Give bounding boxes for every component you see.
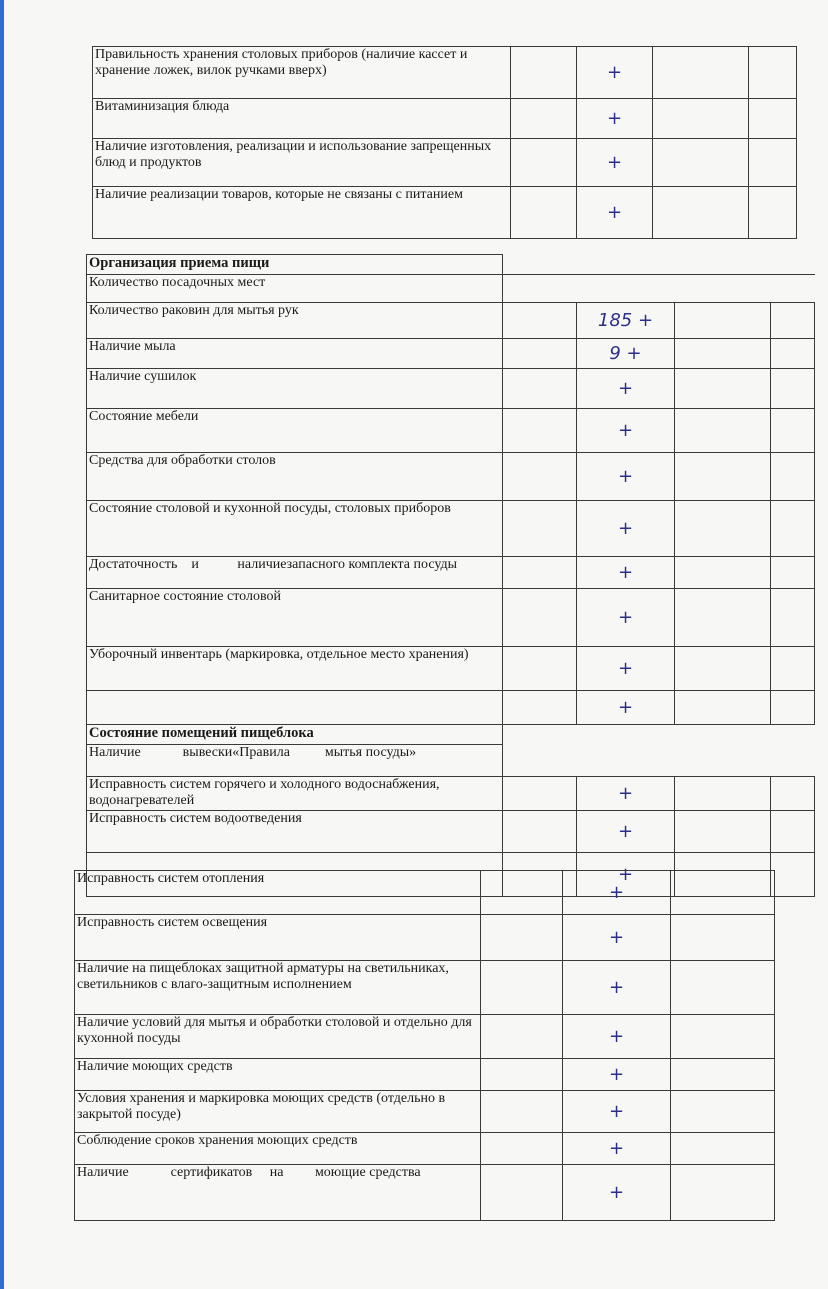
table-row — [87, 691, 815, 725]
handwritten-mark: + — [577, 99, 653, 139]
cell-empty — [503, 745, 815, 777]
table-row — [87, 409, 815, 453]
cell-empty — [511, 187, 577, 239]
cell-empty — [503, 725, 815, 745]
table-row — [93, 139, 797, 187]
handwritten-mark: + — [563, 1015, 671, 1059]
cell-empty — [771, 557, 815, 589]
table-row — [87, 745, 815, 777]
cell-empty — [675, 811, 771, 853]
row-label: Наличие на пищеблоках защитной арматуры на светильниках, светильников с влаго-защитным исполнением — [75, 961, 481, 1015]
cell-empty — [481, 871, 563, 915]
scan-edge — [0, 0, 4, 1289]
cell-empty — [503, 811, 577, 853]
inspection-table-part3 — [74, 870, 775, 1221]
cell-empty — [481, 1059, 563, 1091]
handwritten-mark: + — [577, 501, 675, 557]
cell-empty — [671, 1091, 775, 1133]
cell-empty — [749, 139, 797, 187]
handwritten-mark: + — [577, 691, 675, 725]
table-row — [75, 1059, 775, 1091]
row-label: Наличие сертификатов на моющие средства — [75, 1165, 481, 1221]
cell-empty — [503, 453, 577, 501]
cell-empty — [771, 453, 815, 501]
cell-empty — [771, 691, 815, 725]
cell-empty — [771, 369, 815, 409]
cell-empty — [675, 557, 771, 589]
cell-empty — [671, 871, 775, 915]
cell-empty — [675, 453, 771, 501]
cell-empty — [771, 501, 815, 557]
table-row — [87, 557, 815, 589]
cell-empty — [653, 99, 749, 139]
table-row — [75, 1091, 775, 1133]
row-label: Наличие моющих средств — [75, 1059, 481, 1091]
cell-empty — [503, 589, 577, 647]
cell-empty — [771, 409, 815, 453]
row-label: Состояние столовой и кухонной посуды, столовых приборов — [87, 501, 503, 557]
table-row — [93, 187, 797, 239]
handwritten-mark: 185 + — [577, 303, 675, 339]
table-row — [87, 369, 815, 409]
handwritten-mark: + — [563, 1133, 671, 1165]
cell-empty — [671, 1165, 775, 1221]
row-label: Наличие вывески«Правила мытья посуды» — [87, 745, 503, 777]
row-label: Санитарное состояние столовой — [87, 589, 503, 647]
table-row — [87, 275, 815, 303]
row-label: Исправность систем освещения — [75, 915, 481, 961]
section-header-row — [87, 255, 815, 275]
cell-empty — [671, 915, 775, 961]
handwritten-mark: + — [577, 589, 675, 647]
table-row — [93, 99, 797, 139]
section-title: Организация приема пищи — [87, 255, 503, 275]
handwritten-mark: + — [577, 647, 675, 691]
handwritten-mark: + — [577, 47, 653, 99]
cell-empty — [749, 99, 797, 139]
row-label: Наличие мыла — [87, 339, 503, 369]
cell-empty — [503, 303, 577, 339]
cell-empty — [503, 255, 815, 275]
table-row — [87, 453, 815, 501]
cell-empty — [671, 1015, 775, 1059]
cell-empty — [771, 777, 815, 811]
cell-empty — [771, 589, 815, 647]
cell-empty — [675, 339, 771, 369]
handwritten-mark: 9 + — [577, 339, 675, 369]
row-label: Правильность хранения столовых приборов (наличие кассет и хранение ложек, вилок ручками вверх) — [93, 47, 511, 99]
row-label: Условия хранения и маркировка моющих средств (отдельно в закрытой посуде) — [75, 1091, 481, 1133]
handwritten-mark: + — [577, 187, 653, 239]
handwritten-mark: + — [577, 409, 675, 453]
cell-empty — [503, 339, 577, 369]
inspection-table-part2 — [86, 254, 815, 897]
cell-empty — [503, 647, 577, 691]
handwritten-mark: + — [577, 811, 675, 853]
table-row — [75, 1015, 775, 1059]
handwritten-mark: + — [563, 961, 671, 1015]
handwritten-mark: + — [563, 1165, 671, 1221]
cell-empty — [675, 691, 771, 725]
cell-empty — [511, 47, 577, 99]
inspection-table-part1 — [92, 46, 797, 239]
cell-empty — [481, 1015, 563, 1059]
row-label — [87, 691, 503, 725]
row-label: Витаминизация блюда — [93, 99, 511, 139]
table-row — [93, 47, 797, 99]
cell-empty — [771, 811, 815, 853]
table-row — [87, 777, 815, 811]
cell-empty — [511, 99, 577, 139]
table-row — [87, 339, 815, 369]
table-row — [75, 961, 775, 1015]
table-row — [87, 589, 815, 647]
cell-empty — [675, 369, 771, 409]
cell-empty — [503, 369, 577, 409]
handwritten-mark: + — [563, 915, 671, 961]
table-row — [75, 915, 775, 961]
row-label: Исправность систем водоотведения — [87, 811, 503, 853]
table-row — [87, 303, 815, 339]
cell-empty — [481, 1133, 563, 1165]
cell-empty — [675, 589, 771, 647]
row-label: Наличие изготовления, реализации и использование запрещенных блюд и продуктов — [93, 139, 511, 187]
row-label: Средства для обработки столов — [87, 453, 503, 501]
cell-empty — [503, 777, 577, 811]
row-label: Наличие сушилок — [87, 369, 503, 409]
cell-empty — [503, 409, 577, 453]
table-row — [75, 871, 775, 915]
section-title: Состояние помещений пищеблока — [87, 725, 503, 745]
handwritten-mark: + — [577, 453, 675, 501]
cell-empty — [675, 647, 771, 691]
cell-empty — [503, 557, 577, 589]
cell-empty — [671, 1133, 775, 1165]
table-row — [87, 647, 815, 691]
row-label: Состояние мебели — [87, 409, 503, 453]
cell-empty — [771, 647, 815, 691]
cell-empty — [675, 303, 771, 339]
table-row — [75, 1133, 775, 1165]
cell-empty — [481, 1165, 563, 1221]
cell-empty — [481, 915, 563, 961]
row-label: Исправность систем горячего и холодного водоснабжения, водонагревателей — [87, 777, 503, 811]
cell-empty — [749, 187, 797, 239]
cell-empty — [511, 139, 577, 187]
cell-empty — [503, 275, 815, 303]
handwritten-mark: + — [577, 139, 653, 187]
cell-empty — [653, 187, 749, 239]
row-label: Соблюдение сроков хранения моющих средств — [75, 1133, 481, 1165]
cell-empty — [653, 47, 749, 99]
row-label: Достаточность и наличиезапасного комплекта посуды — [87, 557, 503, 589]
cell-empty — [481, 961, 563, 1015]
handwritten-mark: + — [563, 871, 671, 915]
cell-empty — [675, 501, 771, 557]
row-label: Наличие условий для мытья и обработки столовой и отдельно для кухонной посуды — [75, 1015, 481, 1059]
cell-empty — [771, 339, 815, 369]
handwritten-mark: + — [563, 1091, 671, 1133]
section-header-row — [87, 725, 815, 745]
cell-empty — [675, 409, 771, 453]
cell-empty — [771, 303, 815, 339]
cell-empty — [771, 853, 815, 897]
cell-empty — [671, 1059, 775, 1091]
row-label: Уборочный инвентарь (маркировка, отдельное место хранения) — [87, 647, 503, 691]
cell-empty — [749, 47, 797, 99]
table-row — [87, 501, 815, 557]
handwritten-mark: + — [577, 777, 675, 811]
handwritten-mark: + — [577, 557, 675, 589]
cell-empty — [503, 501, 577, 557]
row-label: Количество раковин для мытья рук — [87, 303, 503, 339]
cell-empty — [503, 691, 577, 725]
row-label: Количество посадочных мест — [87, 275, 503, 303]
table-row — [87, 811, 815, 853]
cell-empty — [671, 961, 775, 1015]
cell-empty — [481, 1091, 563, 1133]
handwritten-mark: + — [577, 853, 675, 897]
table-row — [75, 1165, 775, 1221]
cell-empty — [653, 139, 749, 187]
handwritten-mark: + — [563, 1059, 671, 1091]
cell-empty — [675, 777, 771, 811]
handwritten-mark: + — [577, 369, 675, 409]
row-label: Исправность систем отопления — [75, 871, 481, 915]
row-label: Наличие реализации товаров, которые не связаны с питанием — [93, 187, 511, 239]
